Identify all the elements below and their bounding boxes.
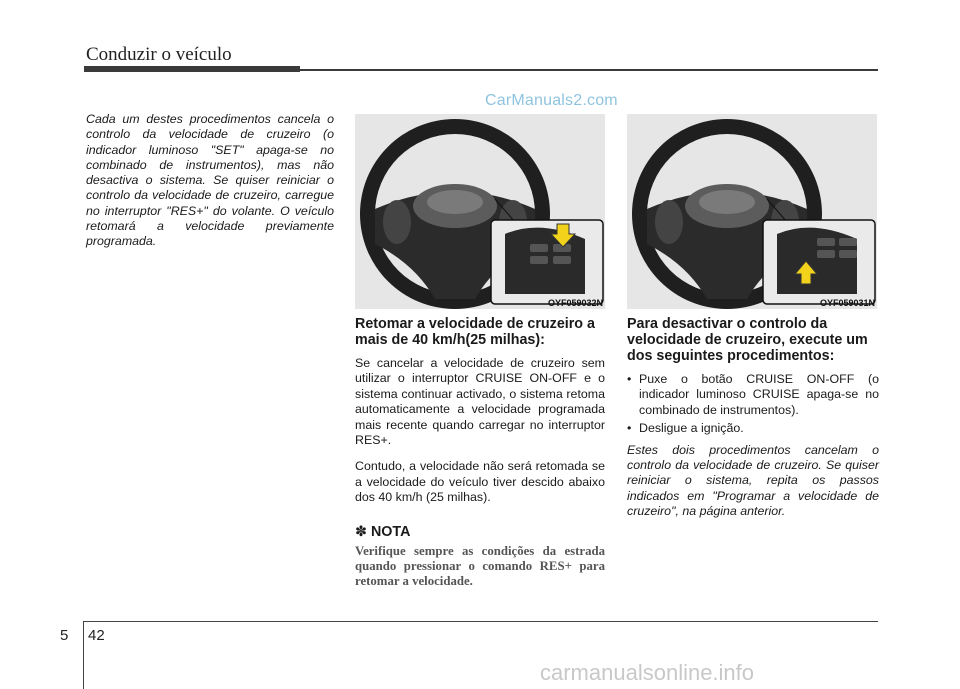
footer-vertical-rule	[83, 621, 84, 689]
right-column	[627, 316, 879, 520]
steering-wheel-illustration	[627, 114, 877, 309]
resume-paragraph-2: Contudo, a velocidade não será retomada se a velocidade do veículo tiver descido abaixo dos 40 km/h (25 milhas).	[355, 459, 605, 505]
left-column-italic-text: Cada um destes procedimentos cancela o controlo da velocidade de cruzeiro (o indicador luminoso "SET" apaga-se no combinado de instrumentos), mas não desactiva o sistema. Se quiser reiniciar o controlo da velocidade de cruzeiro, carregue no interruptor "RES+" do volante. O veículo retomará a velocidade previamente programada.	[86, 112, 334, 249]
bullet-item: • Desligue a ignição.	[627, 421, 879, 436]
section-number: 5	[60, 627, 69, 644]
deactivate-italic-text: Estes dois procedimentos cancelam o controlo da velocidade de cruzeiro. Se quiser reiniciar o sistema, repita os passos indicados em "Programar a velocidade de cruzeiro", na página anterior.	[627, 442, 879, 519]
header-rule-thick	[84, 66, 300, 72]
bullet-item: • Puxe o botão CRUISE ON-OFF (o indicador luminoso CRUISE apaga-se no combinado de instrumentos).	[627, 372, 879, 418]
resume-paragraph-1: Se cancelar a velocidade de cruzeiro sem utilizar o interruptor CRUISE ON-OFF e o sistema continuar activado, o sistema retoma automaticamente a velocidade programada mais recente quando carregar no interruptor RES+.	[355, 356, 605, 448]
steering-wheel-illustration	[355, 114, 605, 309]
figure-code: OYF059032N	[547, 298, 603, 308]
watermark-top: CarManuals2.com	[485, 92, 618, 109]
note-title: ✽ NOTA	[355, 523, 411, 540]
footer-rule	[84, 621, 878, 622]
page-number: 42	[88, 627, 105, 644]
note-text: Verifique sempre as condições da estrada quando pressionar o comando RES+ para retomar a velocidade.	[355, 543, 605, 589]
header-rule-thin	[300, 69, 878, 71]
resume-speed-heading: Retomar a velocidade de cruzeiro a mais de 40 km/h(25 milhas):	[355, 316, 595, 348]
deactivate-heading: Para desactivar o controlo da velocidade de cruzeiro, execute um dos seguintes procedimentos:	[627, 316, 868, 364]
watermark-bottom: carmanualsonline.info	[540, 660, 755, 685]
middle-column	[355, 316, 605, 589]
steering-wheel-figure-resume	[355, 114, 605, 309]
figure-code: OYF059031N	[819, 298, 875, 308]
steering-wheel-figure-cancel	[627, 114, 877, 309]
page-header-title: Conduzir o veículo	[86, 44, 232, 65]
